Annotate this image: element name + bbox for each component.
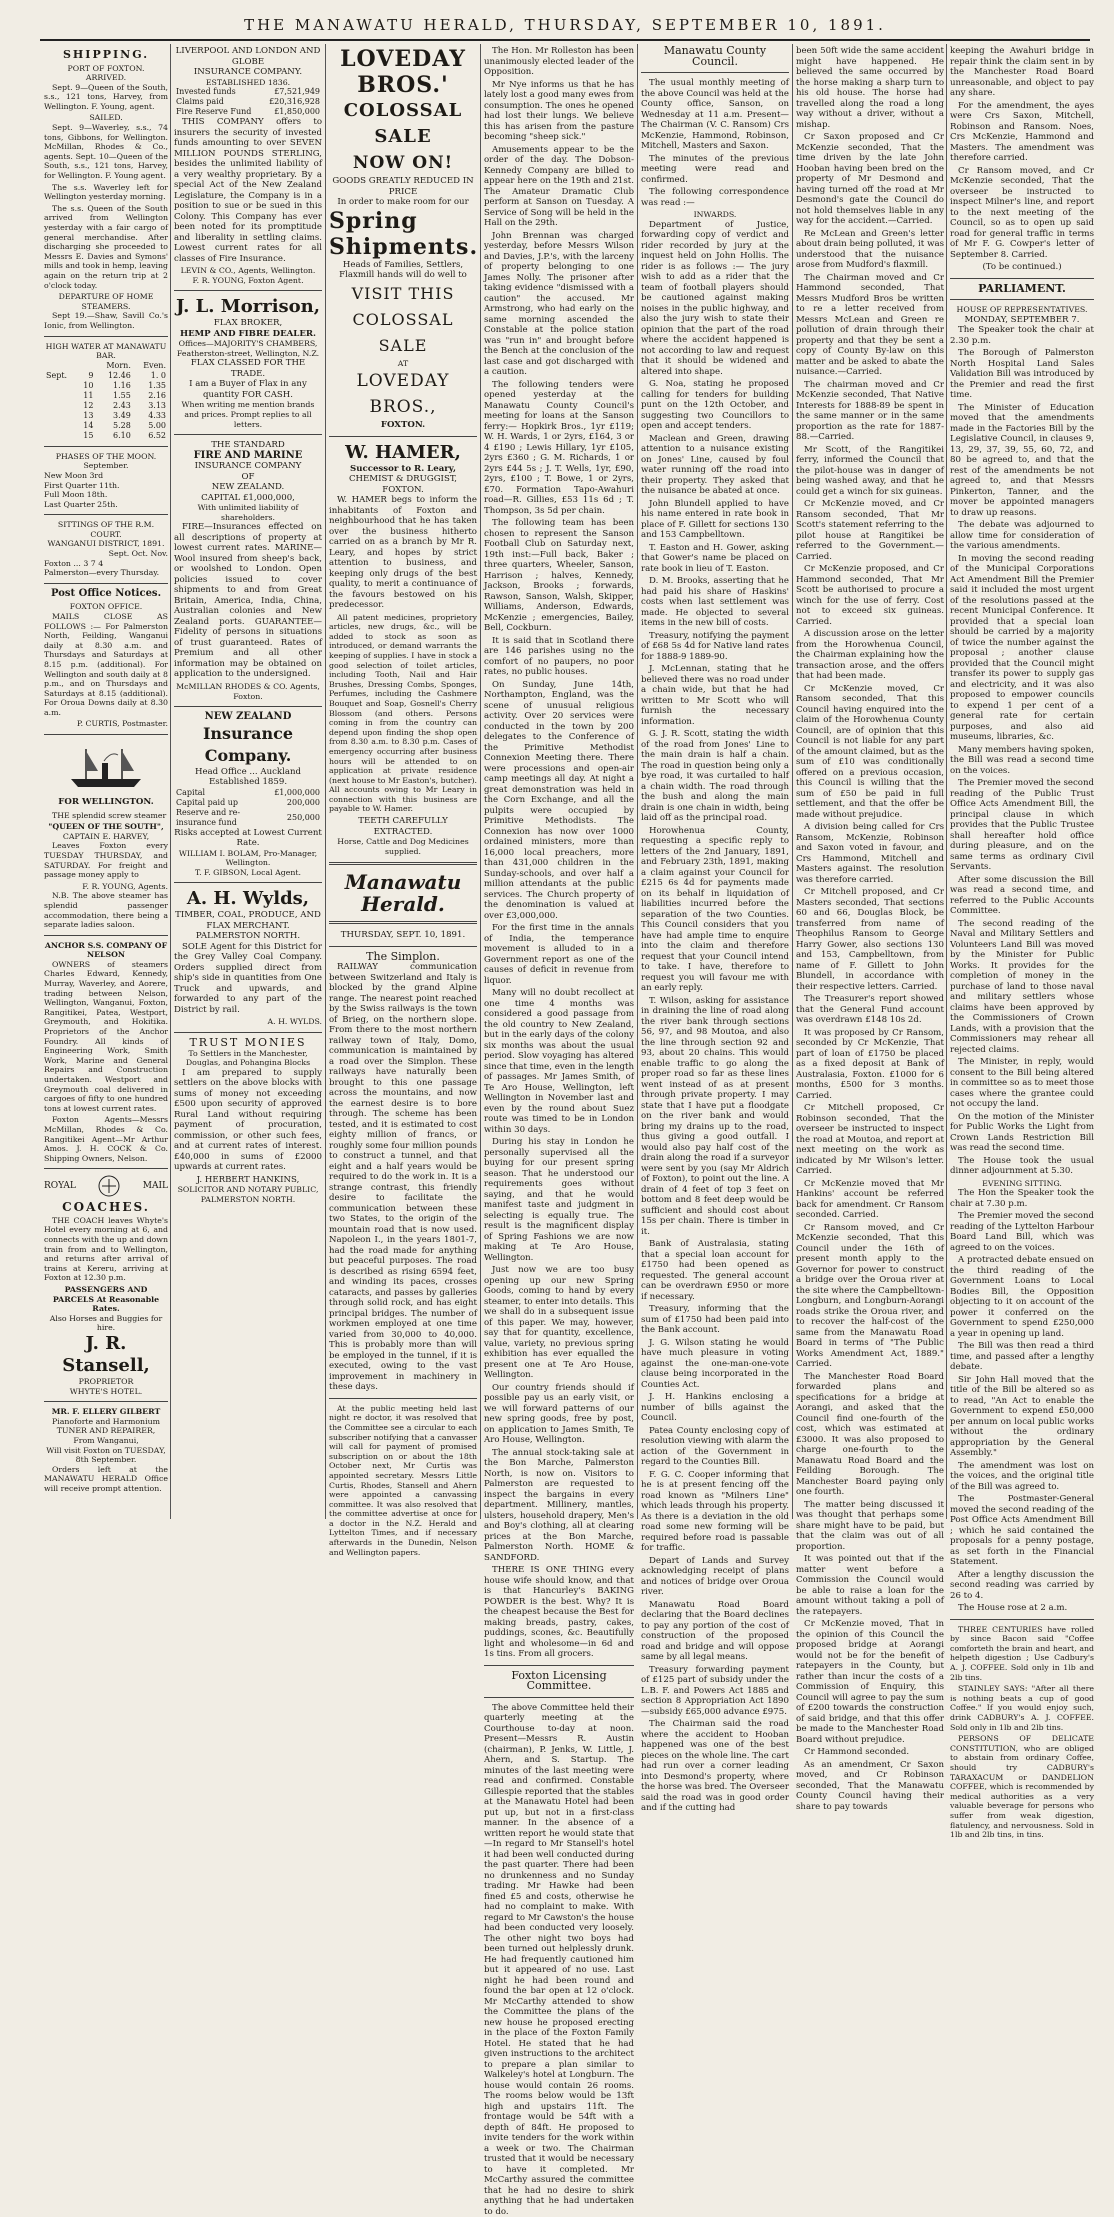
table-row: 13 3.49 4.33: [44, 411, 168, 421]
council-para: T. Wilson, asking for assistance in draining the line of road along the river bank through sections 56, 97, and 98 Moutoa, and also the line through section 92 and 93, about 20 chains. This would enable traffic to go along the proper road so far as these lines went instead of as at present through private property. I may state that I have put a floodgate on the river bank and would bring my drains up to the road, thus giving a good outfall. I would also pay half cost of the drain along the road if a surveyor were sent by you (say Mr Aldrich of Foxton), to point out the line. A drain of 4 feet of top 3 feet on bottom and 8 feet deep would be sufficient and should cost about 15s per chain. There is timber in it.: [641, 996, 789, 1238]
column-loveday-herald: [329, 46, 477, 1516]
council-para: Treasury, notifying the payment of £68 5s 4d for Native land rates for 1888-9 1889-90.: [641, 631, 789, 663]
trust-heading: TRUST MONIES: [174, 1038, 322, 1049]
table-row: Invested funds £7,521,949: [174, 87, 322, 97]
lg-agents: LEVIN & CO., Agents, Wellington.: [174, 266, 322, 276]
court-sub: WANGANUI DISTRICT, 1891.: [44, 539, 168, 549]
council-para: The matter being discussed it was thought that perhaps some share might have to be paid, but that the claim was out of all proportion.: [796, 1500, 944, 1553]
standard-agents: McMILLAN RHODES & CO. Agents, Foxton.: [174, 682, 322, 701]
moon-line: Full Moon 18th.: [44, 490, 168, 500]
council-para: Bank of Australasia, stating that a special loan account for £1750 had been opened as requested. The general account can be overdrawn £950 or more if necessary.: [641, 1239, 789, 1302]
nz-head: Head Office ... Auckland: [174, 767, 322, 778]
parl-para: The Hon the Speaker took the chair at 7.30 p.m.: [950, 1188, 1094, 1209]
wellington-nb: N.B. The above steamer has splendid passenger accommodation, there being a separate ladies saloon.: [44, 891, 168, 929]
council-para: Cr Hammond seconded.: [796, 1747, 944, 1758]
simplon-foot: At the public meeting held last night re doctor, it was resolved that the Committee see a circular to each subscriber notifying that a canvasser will call for payment of promised subscription on or about the 18th October next, Mr Curtis was appointed secretary. Messrs Little Curtis, Rhodes, Stansell and Ahern were appointed a canvassing committee. It was also resolved that the committee advertise at once for a doctor in the N.Z. Herald and Lyttelton Times, and if necessary afterwards in the Dunedin, Nelson and Wellington papers.: [329, 1404, 477, 1558]
news-para: John Brennan was charged yesterday, before Messrs Wilson and Davies, J.P.'s, with the larceny of property belonging to one James Nolly. The prisoner after taking evidence "dismissed with a caution" the accused. Mr Armstrong, who had early on the same morning ascended the Constable at the police station was "run in" and brought before the Bench at the conclusion of the last case and got discharged with a caution.: [484, 231, 634, 378]
arrived-text: Sept. 9—Queen of the South, s.s., 121 tons, Harvey, from Wellington. F. Young, agent.: [44, 83, 168, 112]
sailed-text: Sept. 9—Waverley, s.s., 74 tons, Gibbons, for Wellington. McMillan, Rhodes & Co., agents. Sept. 10—Queen of the South, s.s., 121 tons, Harvey, for Wellington. F. Young agent.: [44, 123, 168, 181]
anchor-agents: Foxton Agents—Messrs McMillan, Rhodes & Co. Rangitikei Agent—Mr Arthur Amos. J. H. COCK & Co. Shipping Owners, Nelson.: [44, 1115, 168, 1163]
wylds-sign: A. H. WYLDS.: [174, 1017, 322, 1027]
news-para: The annual stock-taking sale at the Bon Marche, Palmerston North, is now on. Visitors to Palmerston are requested to inspect the bargains in every department. Millinery, mantles, ulsters, household drapery, Men's and Boy's clothing, all at clearing prices at the Bon Marche, Palmerston North. HOME & SANDFORD.: [484, 1448, 634, 1564]
news-para: On Sunday, June 14th, Northampton, England, was the scene of unusual religious activity. Over 20 services were conducted in the town by 200 delegates to the Conference of the Primitive Methodist Connexion Meeting there. There were processions and open-air camp meetings all day. At night a great demonstration was held in the Corn Exchange, and all the pulpits were occupied by Primitive Methodists. The Connexion has now over 1000 ordained ministers, more than 16,000 local preachers, more than 431,000 children in the Sunday-schools, and over half a million attendants at the public services. The Church property of the denomination is valued at over £3,000,000.: [484, 680, 634, 922]
royal-mail-banner: [44, 1174, 168, 1198]
goods-reduced: GOODS GREATLY REDUCED IN PRICE: [329, 176, 477, 197]
lg-sub: INSURANCE COMPANY.: [174, 67, 322, 78]
council-para: Treasury, informing that the sum of £1750 had been paid into the Bank account.: [641, 1304, 789, 1336]
parliament-heading: PARLIAMENT.: [950, 284, 1094, 295]
council-para: The minutes of the previous meeting were read and confirmed.: [641, 154, 789, 186]
council-para: Cr McKenzie proposed, and Cr Hammond seconded, That Mr Scott be authorised to procure a winch for the use of ferry. Cost not to exceed six guineas. Carried.: [796, 564, 944, 627]
news-para: Amusements appear to be the order of the day. The Dobson-Kennedy Company are billed to appear here on the 19th and 21st. The Amateur Dramatic Club perform at Sanson on Tuesday. A Service of Song will be held in the Hall on the 29th.: [484, 145, 634, 229]
council-para: A discussion arose on the letter from the Horowhenua Council, the Chairman explaining how the transaction arose, and the offers that had been made.: [796, 629, 944, 682]
table-row: Fire Reserve Fund £1,850,000: [174, 107, 322, 117]
parl-para: The Bill was then read a third time, and passed after a lengthy debate.: [950, 1341, 1094, 1373]
court-row: Foxton ... 3 7 4: [44, 559, 168, 569]
crest-icon: [94, 1174, 124, 1198]
parl-para: A protracted debate ensued on the third reading of the Government Loans to Local Bodies Bill, the Opposition objecting to it on account of the power it conferred on the Government to spend £250,000 a year in opening up land.: [950, 1255, 1094, 1339]
licensing-heading: Foxton Licensing Committee.: [484, 1671, 634, 1692]
post-office-text: MAILS CLOSE AS FOLLOWS :— For Palmerston North, Feilding, Wanganui daily at 8.30 a.m. and Thursdays and Saturdays at 8.15 p.m. (additional). For Wellington and south daily at 8 p.m., and on Thursdays and Saturdays at 8.15 (additional). For Oroua Downs daily at 8.30 a.m.: [44, 612, 168, 718]
column-shipping: [44, 46, 168, 1516]
heads-of-families: Heads of Families, Settlers, Flaxmill hands will do well to: [329, 260, 477, 281]
council-para: G. J. R. Scott, stating the width of the road from Jones' Line to the main drain is half a chain. The road in question being only a bye road, it was curtailed to half a chain width. The road through the bush and along the main drain is one chain in width, being laid off as the principal road.: [641, 729, 789, 824]
council-para: Cr McKenzie moved, Cr Ransom seconded, That this Council having enquired into the claim of the Horowhenua County Council, are of opinion that this Council is not liable for any part of the amount claimed, but as the sum of £10 was conditionally offered on a previous occasion, this Council is willing that the sum of £50 be paid in full settlement, and that the offer be made without prejudice.: [796, 684, 944, 821]
lg-young: F. R. YOUNG, Foxton Agent.: [174, 276, 322, 286]
parl-para: The amendment was lost on the voices, and the original title of the Bill was agreed to.: [950, 1461, 1094, 1493]
simplon-heading: The Simplon.: [329, 952, 477, 963]
wellington-text: THE splendid screw steamer: [44, 811, 168, 821]
departure-text: Sept 19.—Shaw, Savill Co.'s Ionic, from Wellington.: [44, 311, 168, 330]
spring: Spring: [329, 208, 477, 234]
wylds-text: SOLE Agent for this District for the Grey Valley Coal Company. Orders supplied direct from ship's side in quantities from One Truck and upwards, and forwarded to any part of the District by rail.: [174, 942, 322, 1016]
council-para: Re McLean and Green's letter about drain being polluted, it was understood that the nuisance arose from Mudford's flaxmill.: [796, 229, 944, 271]
wellington-heading: FOR WELLINGTON.: [44, 797, 168, 808]
table-row: 11 1.55 2.16: [44, 391, 168, 401]
tuner: TUNER AND REPAIRER,: [44, 1426, 168, 1436]
standard-insurance: INSURANCE COMPANY: [174, 461, 322, 472]
coaches-heading: COACHES.: [44, 1202, 168, 1213]
parl-para: Sir John Hall moved that the title of the Bill be altered so as to read, "An Act to enable the Government to expend £50,000 per annum on local public works without the ordinary appropriation by the General Assembly.": [950, 1375, 1094, 1459]
issue-date: THURSDAY, SEPT. 10, 1891.: [329, 930, 477, 941]
column-parliament: [950, 46, 1094, 1516]
table-row: 15 6.10 6.52: [44, 431, 168, 441]
shipments: Shipments.: [329, 234, 477, 260]
gibson: T. F. GIBSON, Local Agent.: [174, 868, 322, 878]
council-para: J. G. Wilson stating he would have much pleasure in voting against the one-man-one-vote clause being incorporated in the Counties Act.: [641, 1338, 789, 1391]
parl-para: In moving the second reading of the Municipal Corporations Act Amendment Bill the Premier said it included the most urgent of the resolutions passed at the recent Municipal Conference. It provided that a special loan should be carried by a majority of twice the number against the proposal ; another clause provided that the Council might transfer its power to supply gas and electricity, and it was also proposed to empower councils to expend 1 per cent of a general rate for certain purposes, and also aid museums, libraries, &c.: [950, 554, 1094, 743]
licensing-text: The above Committee held their quarterly meeting at the Courthouse to-day at noon. Present—Messrs R. Austin (chairman), P. Jenks, W. Little, J. Ahern, and S. Startup. The minutes of the last meeting were read and confirmed. Constable Gillespie reported that the stables at the Manawatu Hotel had been put up, but not in a first-class manner. In the absence of a written report he would state that—In regard to Mr Stansell's hotel it had been well conducted during the past quarter. There had been no drunkenness and no Sunday trading. Mr Hawke had been fined £5 and costs, otherwise he had no complaint to make. With regard to Mr Cawston's the house had been conducted very loosely. The other night two boys had been turned out helplessly drunk. He had frequently cautioned him but it appeared of no use. Last night he had been round and found the bar open at 12 o'clock. Mr McCarthy attended to show the Committee the plans of the new house he proposed erecting in the place of the Foxton Family Hotel. He stated that he had given instructions to the architect to prepare a plan similar to Walkeley's hotel at Longburn. The house would contain 26 rooms. The rooms below would be 13ft high and upstairs 11ft. The frontage would be 54ft with a depth of 84ft. He proposed to invite tenders for the work within a week or two. The Chairman trusted that it would be necessary to have it completed. Mr McCarthy assured the committee that he had no desire to shirk anything that he had undertaken to do.: [484, 1703, 634, 2217]
horse-medicines: Horse, Cattle and Dog Medicines supplied.: [329, 837, 477, 856]
royal-label: ROYAL: [44, 1181, 76, 1192]
table-row: 12 2.43 3.13: [44, 401, 168, 411]
shipping-para: The s.s. Waverley left for Wellington yesterday morning.: [44, 183, 168, 202]
parl-para: Many members having spoken, the Bill was read a second time on the voices.: [950, 745, 1094, 777]
captain: CAPTAIN E. HARVEY,: [44, 832, 168, 842]
visit-sale: VISIT THIS COLOSSAL SALE: [329, 281, 477, 359]
parl-para: The House took the usual dinner adjournment at 5.30.: [950, 1156, 1094, 1177]
anchor-heading: ANCHOR S.S. COMPANY OF NELSON: [44, 941, 168, 960]
council-para: The Chairman said the road where the accident to Hooban happened was one of the best pieces on the whole line. The cart had run over a corner leading into Desmond's property, where the horse was bred. The Overseer said the road was in good order and if the cutting had: [641, 1719, 789, 1814]
tide-table: Morn. Even. Sept. 9 12.46 1. 0 10 1.16 1.35 11 1.55 2.16 12 2.43 3.13 13 3.49 4.33 14 5.28 5.00 15 6.10 6.52: [44, 361, 168, 441]
table-row: Claims paid £20,316,928: [174, 97, 322, 107]
visit-date: Will visit Foxton on TUESDAY, 8th September.: [44, 1446, 168, 1465]
moon-line: First Quarter 11th.: [44, 481, 168, 491]
council-para: Maclean and Green, drawing attention to a nuisance existing on Jones' Line, caused by foul water running off the road into their property. They asked that the nuisance be abated at once.: [641, 434, 789, 497]
column-divider: [170, 44, 171, 1519]
flax-broker: FLAX BROKER,: [174, 318, 322, 329]
news-para: THERE IS ONE THING every house wife should know, and that is that Hancurley's BAKING POWDER is the best. Why? It is the cheapest because the Best for making breads, pastry, cakes, puddings, scones, &c. Beautifully light and wholesome—in 6d and 1s tins. From all grocers.: [484, 1565, 634, 1660]
gilbert-sub: Pianoforte and Harmonium: [44, 1417, 168, 1427]
court-heading: SITTINGS OF THE R.M. COURT.: [44, 520, 168, 539]
council-para: The Chairman moved and Cr Hammond seconded, That Messrs Mudford Bros be written to re a letter received from Messrs McLean and Green re pollution of drain through their property and that they be sent a copy of County By-law on this matter and be asked to abate the nuisance.—Carried.: [796, 273, 944, 378]
nz-capital-table: [174, 788, 322, 828]
house-heading: HOUSE OF REPRESENTATIVES.: [950, 305, 1094, 315]
whytes-hotel: WHYTE'S HOTEL.: [44, 1387, 168, 1397]
moon-line: Last Quarter 25th.: [44, 500, 168, 510]
hamer-text: W. HAMER begs to inform the inhabitants of Foxton and neighbourhood that he has taken over the business hitherto carried on as a branch by Mr R. Leary, and hopes by strict attention to business, and keeping only drugs of the best quality, to merit a continuance of the favours bestowed on his predecessor.: [329, 495, 477, 611]
news-para: The following team has been chosen to represent the Sanson Football Club on Saturday next, 19th inst:—Full back, Baker ; three quarters, Wheeler, Sanson, Harrison ; halves, Kennedy, Jackson, Brooks ; forwards, Rawson, Sanson, Walsh, Skipper, Williams, Anderson, Edwards, McKenzie ; emergencies, Bailey, Bell, Cockburn.: [484, 518, 634, 634]
council-para: been 50ft wide the same accident might have happened. He believed the same occurred by the horse making a sharp turn to his old house. The horse had travelled along the road a long way without a driver, without a mishap.: [796, 46, 944, 130]
column-council-continued: [796, 46, 944, 1516]
column-local-news: [484, 46, 634, 1516]
council-para: J. McLennan, stating that he believed there was no road under a chain wide, but that he had written to Mr Scott who will furnish the necessary information.: [641, 664, 789, 727]
coffee-ad: PERSONS OF DELICATE CONSTITUTION, who are obliged to abstain from ordinary Coffee, should try CADBURY's TARAXACUM or DANDELION COFFEE, which is recommended by medical authorities as a very valuable beverage for persons who suffer from weak digestion, flatulency, and nervousness. Sold in 1lb and 2lb tins, in tins.: [950, 1734, 1094, 1840]
council-para: John Blundell applied to have his name entered in rate book in place of F. Gillett for sections 130 and 153 Campbelltown.: [641, 499, 789, 541]
trust-text: I am prepared to supply settlers on the above blocks with sums of money not exceeding £500 upon security of approved Rural Land without requiring payment of procuration, commission, or other such fees, and at current rates of interest. £40,000 in sums of £2000 upwards at current rates.: [174, 1068, 322, 1173]
council-para: G. Noa, stating he proposed calling for tenders for building punt on the 12th October, and suggesting two Councillors to open and accept tenders.: [641, 379, 789, 432]
moon-month: September.: [44, 461, 168, 471]
parl-para: After a lengthy discussion the second reading was carried by 26 to 4.: [950, 1570, 1094, 1602]
standard-the: THE STANDARD: [174, 440, 322, 451]
council-para: Depart of Lands and Survey acknowledging receipt of plans and notices of bridge over Oroua river.: [641, 1556, 789, 1598]
coach-text: THE COACH leaves Whyte's Hotel every morning at 6, and connects with the up and down train from and to Wellington, and returns after arrival of trains at Kereru, arriving at Foxton at 12.30 p.m.: [44, 1216, 168, 1283]
council-para: Department of Justice, forwarding copy of verdict and rider recorded by jury at the inquest held on John Hollis. The rider is as follows :— The jury wish to add as a rider that the team of football players should be cautioned against making noises in the public highway, and also the jury wish to state their opinion that the part of the road where the accident happened is not according to law and request that it should be widened and altered into shape.: [641, 220, 789, 378]
loveday-title: LOVEDAY BROS.': [329, 46, 477, 98]
standard-fire: FIRE AND MARINE: [174, 451, 322, 462]
council-para: It was proposed by Cr Ransom, seconded by Cr McKenzie, That part of loan of £1750 be placed as a fixed deposit at Bank of Australasia, Foxton. £1000 for 6 months, £500 for 3 months. Carried.: [796, 1028, 944, 1102]
office-address: Offices—MAJORITY'S CHAMBERS, Featherston-street, Wellington, N.Z.: [174, 339, 322, 358]
parl-para: The Borough of Palmerston North Hospital Land Sales Validation Bill was introduced by the Premier and read the first time.: [950, 348, 1094, 401]
parl-para: The Postmaster-General moved the second reading of the Post Office Acts Amendment Bill ; which he said contained the proposals for a penny postage, as set forth in the Financial Statement.: [950, 1494, 1094, 1568]
news-para: The Hon. Mr Rolleston has been unanimously elected leader of the Opposition.: [484, 46, 634, 78]
monday-heading: MONDAY, SEPTEMBER 7.: [950, 315, 1094, 326]
council-para: Cr Saxon proposed and Cr McKenzie seconded, That the time driven by the late John Hooban having been bred on the property of Mr Desmond and having turned off the road at Mr Desmond's gate the Council do not hold themselves liable in any way for the accident.—Carried.: [796, 132, 944, 227]
hemp-dealer: HEMP AND FIBRE DEALER.: [174, 329, 322, 340]
news-para: The following tenders were opened yesterday at the Manawatu County Council's meeting for loans at the Sanson ferry:— Hopkirk Bros., 1yr £119; W. H. Wards, 1 or 2yrs, £164, 3 or 4 £190 ; Lewis Hillary, 1yr £105, 2yrs £360 ; G. M. Richards, 1 or 2yrs £44 5s ; J. T. Wells, 1yr, £90, 2yrs, £100 ; T. Bowe, 1 or 2yrs, £70. Formation Tapo-Awahuri road—R. Gillies, £53 11s 6d ; T. Thompson, 3s 5d per chain.: [484, 380, 634, 517]
council-para: It was pointed out that if the matter went before a Commission the Council would be able to raise a loan for the amount without taking a poll of the ratepayers.: [796, 1554, 944, 1617]
council-para: Cr McKenzie moved, That in the opinion of this Council the proposed bridge at Aorangi would not be for the benefit of ratepayers in the County, but rather than incur the costs of a Commission of Enquiry, this Council will agree to pay the sum of £200 towards the construction of said bridge, and that this offer be made to the Manchester Road Board without prejudice.: [796, 1619, 944, 1745]
funds-table: [174, 87, 322, 117]
council-para: Cr McKenzie moved that Mr Hankins' account be referred back for amendment. Cr Ransom seconded. Carried.: [796, 1179, 944, 1221]
council-para: The Treasurer's report showed that the General Fund account was overdrawn £148 10s 2d.: [796, 994, 944, 1026]
bolam: WILLIAM I. BOLAM, Pro-Manager, Wellington.: [174, 849, 322, 868]
parl-para: The second reading of the Naval and Military Settlers and Volunteers Land Bill was moved by the Minister for Public Works. It provides for the completion of money in the purchase of land to those naval and military settlers whose claims have been approved by the Commissioners of Crown Lands, with a provision that the Commissioners may rehear all rejected claims.: [950, 919, 1094, 1056]
flax-classed: FLAX CLASSED FOR THE TRADE.: [174, 358, 322, 379]
liability: With unlimited liability of shareholders.: [174, 503, 322, 522]
parcels: PASSENGERS AND PARCELS At Reasonable Rates.: [44, 1285, 168, 1314]
coffee-ad: THREE CENTURIES have rolled by since Bacon said "Coffee comforteth the brain and heart, and helpeth digestion ; Use Cadbury's A. J. COFFEE. Sold only in 1lb and 2lb tins.: [950, 1625, 1094, 1683]
to-be-continued: (To be continued.): [950, 262, 1094, 273]
parl-para: The Speaker took the chair at 2.30 p.m.: [950, 325, 1094, 346]
news-para: Just now we are too busy opening up our new Spring Goods, coming to hand by every steamer, to enter into details. This we shall do in a subsequent issue of this paper. We may, however, say that for quantity, excellence, value, variety, no previous spring exhibition has ever equalled the present one at Te Aro House, Wellington.: [484, 1265, 634, 1381]
lg-text: THIS COMPANY offers to insurers the security of invested funds amounting to over SEVEN MILLION POUNDS STERLING, besides the unlimited liability of a very wealthy proprietary. By a special Act of the New Zealand Legislature, the Company is in a position to sue or be sued in this Colony. This Company has ever been noted for its promptitude and liberality in settling claims. Lowest current rates for all classes of Fire Insurance.: [174, 117, 322, 264]
chemist: CHEMIST & DRUGGIST,: [329, 474, 477, 485]
news-para: Our country friends should if possible pay us an early visit, or we will forward patterns of our new spring goods, free by post, on application to James Smith, Te Aro House, Wellington.: [484, 1383, 634, 1446]
moon-line: New Moon 3rd: [44, 471, 168, 481]
orders-text: Orders left at the MANAWATU HERALD Office will receive prompt attention.: [44, 1465, 168, 1494]
morrison-name: J. L. Morrison,: [174, 296, 322, 318]
timber: TIMBER, COAL, PRODUCE, AND FLAX MERCHANT.: [174, 910, 322, 931]
wylds-name: A. H. Wylds,: [174, 888, 322, 910]
moon-heading: PHASES OF THE MOON.: [44, 452, 168, 462]
departure-heading: DEPARTURE OF HOME STEAMERS.: [44, 292, 168, 311]
table-row: Capital paid up 200,000: [174, 798, 322, 808]
ship-name: "QUEEN OF THE SOUTH",: [44, 822, 168, 832]
standard-text: FIRE—Insurances effected on all descriptions of property at lowest current rates. MARINE—Wool insured from sheep's back, or woolshed to London. Open policies issued to cover shipments to and from Great Britain, America, India, China, Australian colonies and New Zealand ports. GUARANTEE—Fidelity of persons in situations of trust guaranteed. Rates of Premium and all other information may be obtained on application to the undersigned.: [174, 522, 322, 680]
column-divider: [792, 44, 793, 1519]
council-para: D. M. Brooks, asserting that he had paid his share of Haskins' costs when last settlement was made. He objected to several items in the new bill of costs.: [641, 576, 789, 629]
parl-para: The House rose at 2 a.m.: [950, 1603, 1094, 1614]
nz-risks: Risks accepted at Lowest Current Rate.: [174, 828, 322, 849]
column-county-council: [641, 46, 789, 1516]
council-para: The usual monthly meeting of the above Council was held at the County office, Sanson, on Wednesday at 11 a.m. Present—The Chairman (V. C. Ransom) Crs McKenzie, Hammond, Robinson, Mitchell, Masters and Saxon.: [641, 78, 789, 152]
stansell-name: J. R. Stansell,: [44, 1333, 168, 1377]
column-divider: [325, 44, 326, 1519]
council-para: F. G. C. Cooper informing that he is at present fencing off the road known as "Milners Line" which leads through his property. As there is a deviation in the old road some new forming will be required before road is passable for traffic.: [641, 1470, 789, 1554]
council-para: Cr Mitchell proposed, Cr Robinson seconded, That the overseer be instructed to inspect the road at Moutoa, and report at next meeting on the work as indicated by Mr Wilson's letter. Carried.: [796, 1103, 944, 1177]
lg-est: ESTABLISHED 1836.: [174, 78, 322, 88]
flax-buyer: I am a Buyer of Flax in any quantity FOR CASH.: [174, 379, 322, 400]
teeth: TEETH CAREFULLY EXTRACTED.: [329, 816, 477, 837]
court-head: Sept. Oct. Nov.: [44, 549, 168, 559]
at: AT: [329, 359, 477, 369]
parl-para: The Premier moved the second reading of the Public Trust Office Acts Amendment Bill, the principal clause in which provides that the Public Trustee shall hereafter hold office during pleasure, and on the same terms as ordinary Civil Servants.: [950, 778, 1094, 873]
coffee-ad: STAINLEY SAYS: "After all there is nothing beats a cup of good Coffee." If you would enjoy such, drink CADBURY's A. J. COFFEE. Sold only in 1lb and 2lb tins.: [950, 1684, 1094, 1732]
council-para: Cr McKenzie moved, and Cr Ransom seconded, That Mr Scott's statement referring to the pilot house at Rangitikei be referred to the Government.—Carried.: [796, 499, 944, 562]
capital: CAPITAL £1,000,000,: [174, 493, 322, 504]
council-para: Horowhenua County, requesting a specific reply to letters of the 2nd January, 1891, and February 23th, 1891, making a claim against your Council for £215 6s 4d for payments made on its behalf in liquidation of liabilities incurred before the separation of the two Counties. This Council considers that you have had ample time to enquire into the claim and therefore request that your Council intend to take. I have, therefore to request you will favour me with an early reply.: [641, 826, 789, 994]
sailed-heading: SAILED.: [44, 113, 168, 123]
news-para: It is said that in Scotland there are 146 parishes using no the comfort of no paupers, no poor rates, no public houses.: [484, 636, 634, 678]
nz-insurance: Insurance Company.: [174, 723, 322, 767]
council-para: The Manchester Road Board forwarded plans and specifications for a bridge at Aorangi, and asked that the Council find one-fourth of the cost, which was estimated at £3000. It was also proposed to charge one-fourth to the Manawatu Road Board and the Feilding Borough. The Manchester Board paying only one fourth.: [796, 1372, 944, 1498]
anchor-text: OWNERS of steamers Charles Edward, Kennedy, Murray, Waverley, and Aorere, trading between Nelson, Wellington, Wanganui, Foxton, Rangitikei, Patea, Westport, Greymouth, and Hokitika. Proprietors of the Anchor Foundry. All kinds of Engineering Work, Smith Work, Marine and General Repairs and Construction undertaken. Westport and Greymouth coal delivered in cargoes of fifty to one hundred tons at lowest current rates.: [44, 960, 168, 1114]
hamer-name: W. HAMER,: [329, 442, 477, 464]
inwards-heading: INWARDS.: [641, 210, 789, 220]
postmaster: P. CURTIS, Postmaster.: [44, 719, 168, 729]
council-para: Treasury forwarding payment of £125 part of subsidy under the L.B. F. and Powers Act 1885 and section 8 Appropriation Act 1890—subsidy £65,000 advance £975.: [641, 1665, 789, 1718]
standard-of: OF: [174, 472, 322, 483]
hankins: J. HERBERT HANKINS,: [174, 1175, 322, 1186]
council-para: Cr Ransom moved, and Cr McKenzie seconded, That the overseer be instructed to inspect Milner's line, and report to the next meeting of the Council, so as to open up said road for general traffic in terms of Mr F. G. Cowper's letter of September 8. Carried.: [950, 166, 1094, 261]
post-office-heading: Post Office Notices.: [44, 589, 168, 600]
council-para: As an amendment, Cr Saxon moved, and Cr Robinson seconded, That the Manawatu County Council having their share to pay towards: [796, 1760, 944, 1813]
colossal-sale: COLOSSAL SALE: [329, 98, 477, 150]
council-para: J. H. Hankins enclosing a number of bills against the Council.: [641, 1392, 789, 1424]
table-row: 10 1.16 1.35: [44, 381, 168, 391]
foxton: FOXTON.: [329, 420, 477, 431]
news-para: Many will no doubt recollect at one time 4 months was considered a good passage from the old country to New Zealand, but in the early days of the colony six months was about the usual period. Slow voyaging has altered since that time, even in the length of passages. Mr James Smith, of Te Aro House, Wellington, left Wellington in November last and even by the round about Suez route was timed to be in London within 30 days.: [484, 988, 634, 1135]
standard-nz: NEW ZEALAND.: [174, 482, 322, 493]
make-room: In order to make room for our: [329, 197, 477, 208]
foxton-2: FOXTON.: [329, 485, 477, 496]
writing-note: When writing me mention brands and prices. Prompt replies to all letters.: [174, 400, 322, 429]
council-para: keeping the Awahuri bridge in repair think the claim sent in by the Manchester Road Board unreasonable, and object to pay any share.: [950, 46, 1094, 99]
gilbert-name: MR. F. ELLERY GILBERT: [44, 1407, 168, 1417]
council-para: Cr Mitchell proposed, and Cr Masters seconded, That sections 60 and 66, Douglas Block, be transferred from name of Theophilus Ransom to George Harry Gower, also sections 130 and 153, Campbelltown, from name of F. Gillett to John Blundell, in accordance with their respective letters. Carried.: [796, 887, 944, 992]
simplon-text: RAILWAY communication between Switzerland and Italy is blocked by the grand Alpine range. The nearest point reached by the Swiss railways is the town of Brieg, on the northern slope. From there to the most northern railway town of Italy, Domo, communication is maintained by a road over the Simplon. These railways have naturally been brought to this one passage across the mountains, and now the earnest desire is to bore through. The scheme has been tested, and it is estimated to cost eighty million of francs, or roughly some four million pounds to construct a tunnel, and that eight and a half years would be required to do the work in. It is a strange contrast, this friendly desire to facilitate the communication between these two States, to the origin of the mountain road that is now used. Napoleon I., in the years 1801-7, had the road made for anything but peaceful purposes. The road is described as rising 6594 feet, and winding its paces, crosses cataracts, and passes by galleries through solid rock, and has eight principal bridges. The number of workmen employed at one time varied from 30,000 to 40,000. This is probably more than will be employed in the tunnel, if it is executed, owing to the vast improvement in machinery in these days.: [329, 962, 477, 1393]
palmerston: PALMERSTON NORTH.: [174, 931, 322, 942]
parl-para: The Minister, in reply, would consent to the Bill being altered in committee so as to meet those cases where the grantee could not occupy the land.: [950, 1057, 1094, 1110]
column-divider: [946, 44, 947, 1519]
council-para: The following correspondence was read :—: [641, 187, 789, 208]
shipping-title: SHIPPING.: [44, 50, 168, 61]
evening-heading: EVENING SITTING.: [950, 1179, 1094, 1189]
loveday-bros: LOVEDAY BROS.,: [329, 368, 477, 420]
table-row: Sept. 9 12.46 1. 0: [44, 371, 168, 381]
nz-title: NEW ZEALAND: [174, 712, 322, 723]
steamer-icon: [66, 741, 146, 791]
news-para: Mr Nye informs us that he has lately lost a good many ewes from consumption. The ones he opened had lost their lungs. We believe this has arisen from the pasture becoming "sheep sick.": [484, 80, 634, 143]
masthead-rule: [40, 39, 1090, 41]
parl-para: The Premier moved the second reading of the Lyttelton Harbour Board Land Bill, which was agreed to on the voices.: [950, 1211, 1094, 1253]
trust-sub: To Settlers in the Manchester, Douglas, and Pohangina Blocks: [174, 1049, 322, 1068]
mail-label: MAIL: [143, 1181, 168, 1192]
council-para: Mr Scott, of the Rangitikei ferry, informed the Council that the pilot-house was in danger of being washed away, and that he could get a winch for six guineas.: [796, 445, 944, 498]
table-row: Reserve and re-insurance fund 250,000: [174, 808, 322, 828]
table-row: 14 5.28 5.00: [44, 421, 168, 431]
tide-heading: HIGH WATER AT MANAWATU BAR.: [44, 342, 168, 361]
column-divider: [637, 44, 638, 1519]
port-heading: PORT OF FOXTON.: [44, 64, 168, 74]
council-para: For the amendment, the ayes were Crs Saxon, Mitchell, Robinson and Ransom. Noes, Crs McKenzie, Hammond and Masters. The amendment was therefore carried.: [950, 101, 1094, 164]
lg-title: LIVERPOOL AND LONDON AND GLOBE: [174, 46, 322, 67]
table-row: Capital £1,000,000: [174, 788, 322, 798]
parl-para: The Minister of Education moved that the amendments made in the Factories Bill by the Legislative Council, in clauses 9, 13, 29, 37, 39, 55, 60, 72, and 80 be agreed to, and that the rest of the amendments be not agreed to, and that Messrs Pinkerton, Tanner, and the mover be appointed managers to draw up reasons.: [950, 403, 1094, 519]
nz-est: Established 1859.: [174, 777, 322, 788]
proprietor: PROPRIETOR: [44, 1377, 168, 1387]
council-para: Patea County enclosing copy of resolution viewing with alarm the action of the Government in regard to the Counties Bill.: [641, 1426, 789, 1468]
council-heading: Manawatu County Council.: [641, 46, 789, 67]
column-divider: [480, 44, 481, 1519]
horses: Also Horses and Buggies for hire.: [44, 1314, 168, 1333]
shipping-para: The s.s. Queen of the South arrived from Wellington yesterday with a fair cargo of general merchandise. After discharging she proceeded to Messrs E. Davies and Symons' mills and took in hemp, leaving again on the return trip at 2 o'clock today.: [44, 204, 168, 290]
council-para: T. Easton and H. Gower, asking that Gower's name be placed on rate book in lieu of T. Easton.: [641, 543, 789, 575]
post-office-sub: FOXTON OFFICE.: [44, 602, 168, 612]
parl-para: On the motion of the Minister for Public Works the Light from Crown Lands Restriction Bill was read the second time.: [950, 1112, 1094, 1154]
council-para: Manawatu Road Board declaring that the Board declines to pay any portion of the cost of construction of the proposed road and bridge and will oppose same by all legal means.: [641, 1600, 789, 1663]
masthead: THE MANAWATU HERALD, THURSDAY, SEPTEMBER 10, 1891.: [40, 16, 1090, 36]
council-para: A division being called for Crs Ransom, McKenzie, Robinson and Saxon voted in favour, and Crs Hammond, Mitchell and Masters against. The resolution was therefore carried.: [796, 822, 944, 885]
arrived-heading: ARRIVED.: [44, 73, 168, 83]
council-para: The chairman moved and Cr McKenzie seconded, That Native Interests for 1888-89 be spent in the same manner or in the same proportion as the rate for 1887-88.—Carried.: [796, 380, 944, 443]
news-para: During his stay in London he personally supervised all the buying for our present spring season. That he understood our requirements goes without saying, and that he would manifest taste and judgment in selecting is equally true. The result is the magnificent display of Spring Fashions we are now making at Te Aro House, Wellington.: [484, 1137, 634, 1263]
successor: Successor to R. Leary,: [329, 464, 477, 475]
hamer-text-2: All patent medicines, proprietory articles, new drugs, &c., will be added to stock as soon as introduced, or demand warrants the keeping of supplies. I have in stock a good selection of toilet articles, including Tooth, Nail and Hair Brushes, Dressing Combs, Sponges, Perfumes, including the Cashmere Bouquet and Soap, Gosnell's Cherry Blossom (and others. Persons coming in from the country can depend upon finding the shop open from 8.30 a.m. to 8.30 p.m. Cases of emergency occurring after business hours will be attended to on application at private residence (next house to Mr Easton's, butcher). All accounts owing to Mr Leary in connection with this business are payable to W. Hamer.: [329, 613, 477, 814]
parl-para: The debate was adjourned to allow time for consideration of the various amendments.: [950, 520, 1094, 552]
wellington-body: Leaves Foxton every TUESDAY THURSDAY, and SATURDAY. For freight and passage money apply to: [44, 841, 168, 879]
herald-title: Manawatu Herald.: [329, 871, 477, 915]
from-wanganui: From Wanganui,: [44, 1436, 168, 1446]
news-para: For the first time in the annals of India, the temperance movement is alluded to in a Government report as one of the causes of deficit in revenue from liquor.: [484, 923, 634, 986]
court-note: Palmerston—every Thursday.: [44, 568, 168, 578]
parl-para: After some discussion the Bill was read a second time, and referred to the Public Accounts Committee.: [950, 875, 1094, 917]
solicitor: SOLICITOR AND NOTARY PUBLIC, PALMERSTON NORTH.: [174, 1185, 322, 1204]
now-on: NOW ON!: [329, 150, 477, 176]
wellington-agent: F. R. YOUNG, Agents.: [44, 882, 168, 892]
column-insurance-ads: [174, 46, 322, 1516]
council-para: Cr Ransom moved, and Cr McKenzie seconded, That this Council under the 16th of present month apply to the Governor for power to construct a bridge over the Oroua river at the site where the Campbelltown-Longburn, and Longburn-Aorangi roads strike the Oroua river, and to recover the half-cost of the same from the Manawatu Road Board in terms of "The Public Works Amendment Act, 1889." Carried.: [796, 1223, 944, 1370]
